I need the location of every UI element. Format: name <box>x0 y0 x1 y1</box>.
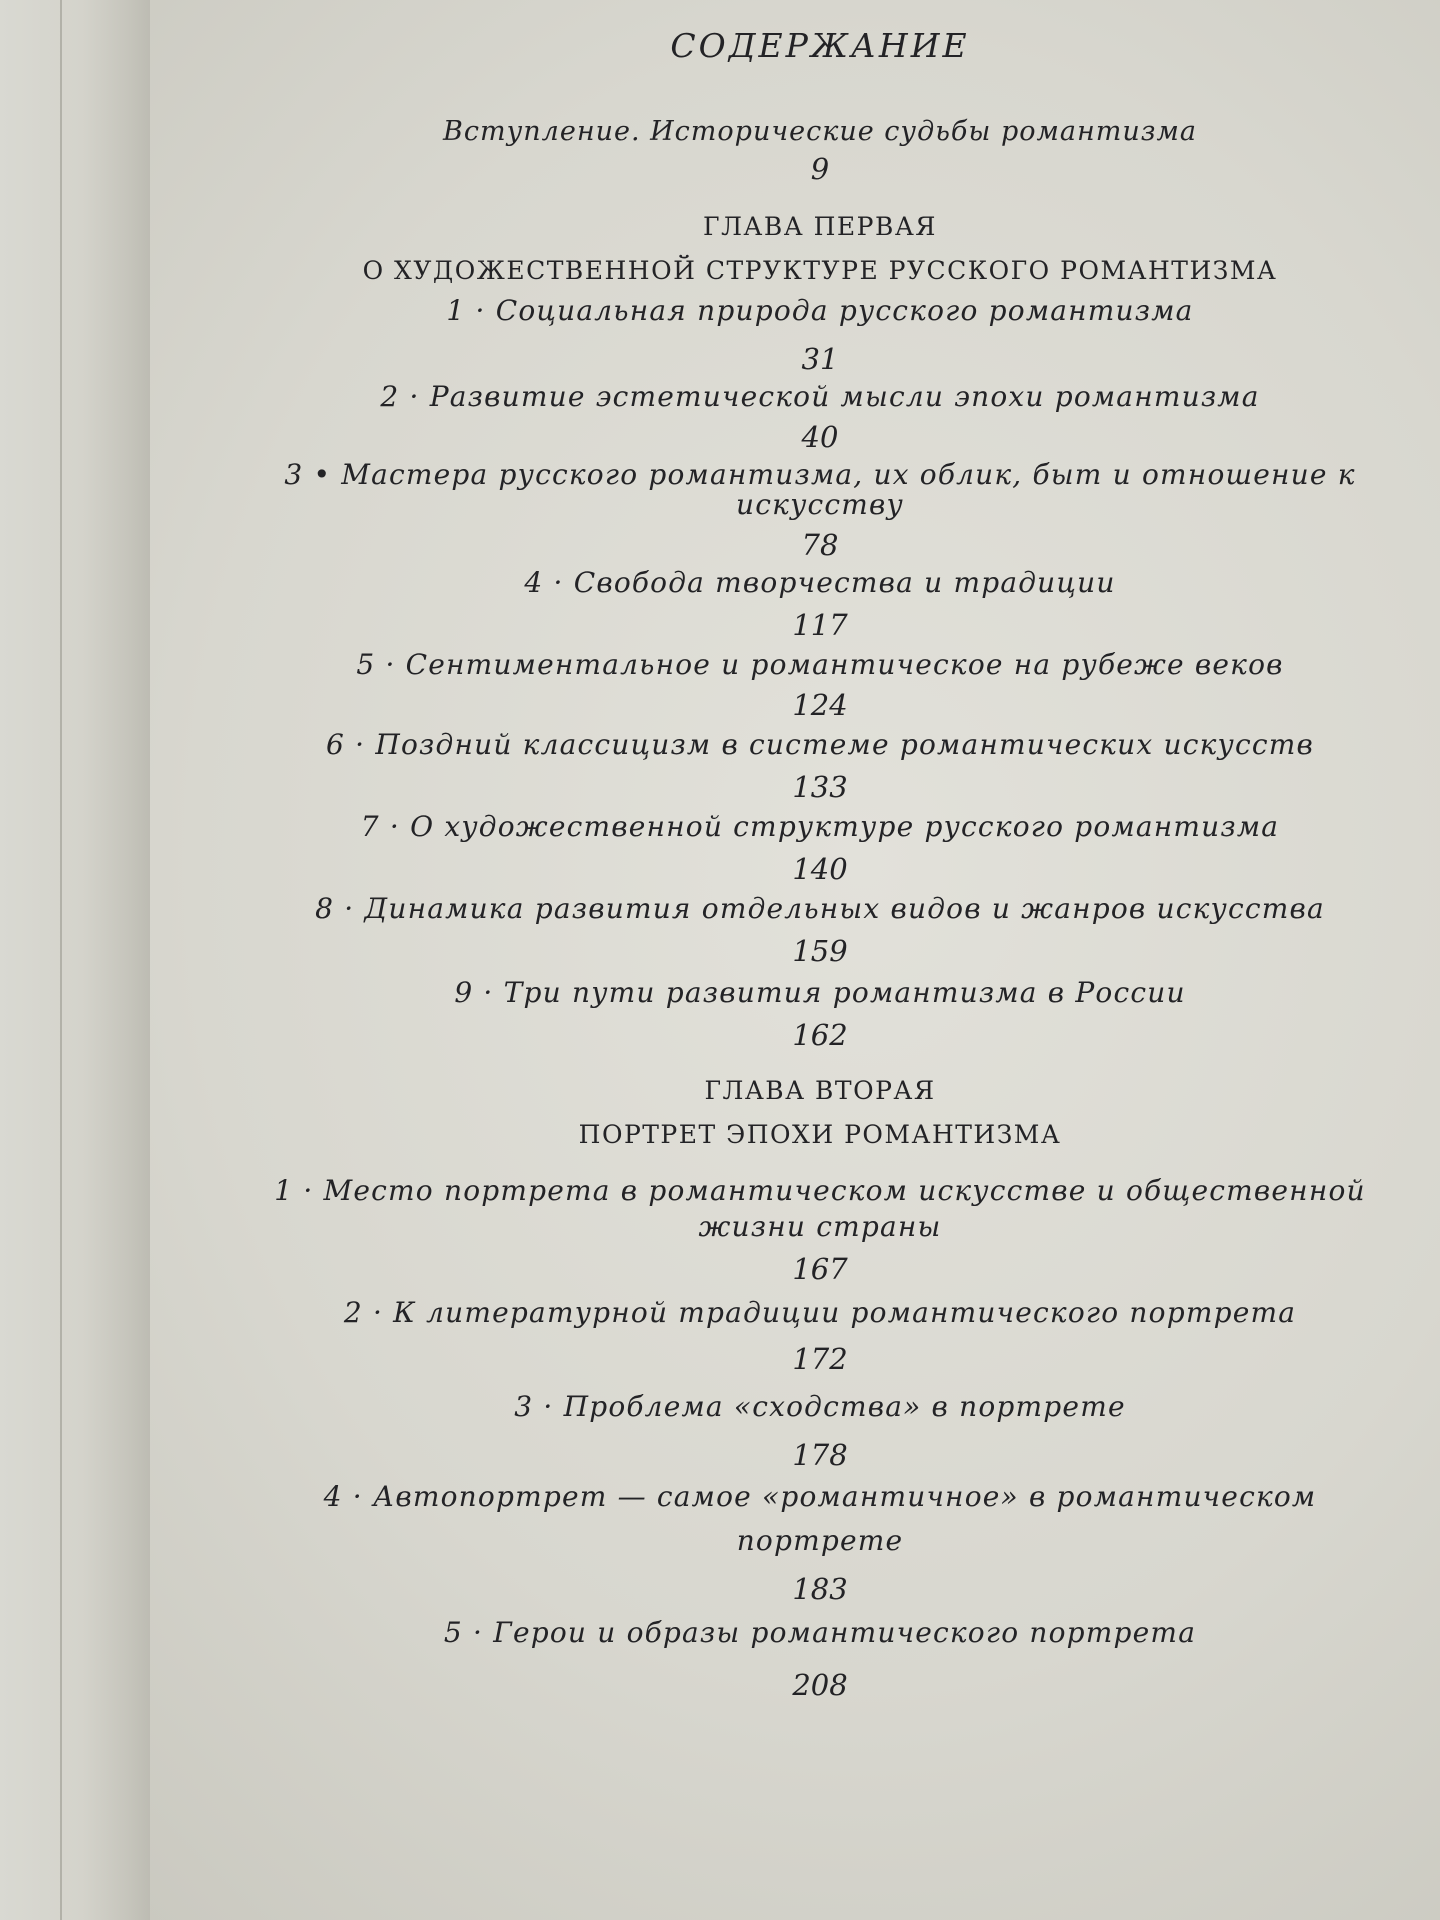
table-of-contents <box>240 0 1400 1920</box>
toc-entry: 4 · Автопортрет — самое «романтичное» в романтическом <box>323 1480 1317 1513</box>
toc-page-number: 133 <box>792 770 848 804</box>
toc-page-number: 172 <box>792 1342 848 1376</box>
book-spine <box>0 0 150 1920</box>
toc-entry: 3 · Проблема «сходства» в портрете <box>514 1390 1126 1423</box>
toc-title: СОДЕРЖАНИЕ <box>670 26 970 65</box>
toc-entry: 5 · Сентиментальное и романтическое на рубеже веков <box>356 648 1284 681</box>
toc-page-number: 40 <box>801 420 839 454</box>
toc-entry: 3 • Мастера русского романтизма, их облик, быт и отношение к <box>284 458 1356 491</box>
toc-entry-continuation: жизни страны <box>698 1210 942 1243</box>
toc-page-number: 178 <box>792 1438 848 1472</box>
toc-entry: 4 · Свобода творчества и традиции <box>524 566 1116 599</box>
toc-page-number: 162 <box>792 1018 848 1052</box>
toc-entry-continuation: искусству <box>736 488 904 521</box>
chapter-2-heading: ГЛАВА ВТОРАЯ <box>704 1076 936 1105</box>
toc-entry-continuation: портрете <box>736 1524 904 1557</box>
toc-page-number: 117 <box>792 608 848 642</box>
toc-entry: 1 · Место портрета в романтическом искусстве и общественной <box>274 1174 1366 1207</box>
chapter-1-subtitle: О ХУДОЖЕСТВЕННОЙ СТРУКТУРЕ РУССКОГО РОМАНТИЗМА <box>362 256 1278 285</box>
toc-page-number: 183 <box>792 1572 848 1606</box>
toc-page-number: 167 <box>792 1252 848 1286</box>
intro-page-number: 9 <box>810 152 830 186</box>
toc-page-number: 208 <box>792 1668 848 1702</box>
toc-entry: 2 · К литературной традиции романтического портрета <box>343 1296 1297 1329</box>
toc-page-number: 124 <box>792 688 848 722</box>
toc-page-number: 159 <box>792 934 848 968</box>
toc-page-number: 31 <box>801 342 839 376</box>
toc-entry: 1 · Социальная природа русского романтизма <box>446 294 1194 327</box>
intro-entry: Вступление. Исторические судьбы романтизма <box>443 116 1197 147</box>
toc-entry: 6 · Поздний классицизм в системе романтических искусств <box>326 728 1314 761</box>
toc-entry: 2 · Развитие эстетической мысли эпохи романтизма <box>380 380 1260 413</box>
toc-page-number: 78 <box>801 528 839 562</box>
toc-entry: 5 · Герои и образы романтического портрета <box>443 1616 1197 1649</box>
toc-entry: 7 · О художественной структуре русского романтизма <box>360 810 1280 843</box>
chapter-2-subtitle: ПОРТРЕТ ЭПОХИ РОМАНТИЗМА <box>578 1120 1062 1149</box>
toc-entry: 9 · Три пути развития романтизма в России <box>454 976 1186 1009</box>
chapter-1-heading: ГЛАВА ПЕРВАЯ <box>703 212 937 241</box>
spine-fold-line <box>60 0 62 1920</box>
toc-entry: 8 · Динамика развития отдельных видов и жанров искусства <box>315 892 1325 925</box>
toc-page-number: 140 <box>792 852 848 886</box>
